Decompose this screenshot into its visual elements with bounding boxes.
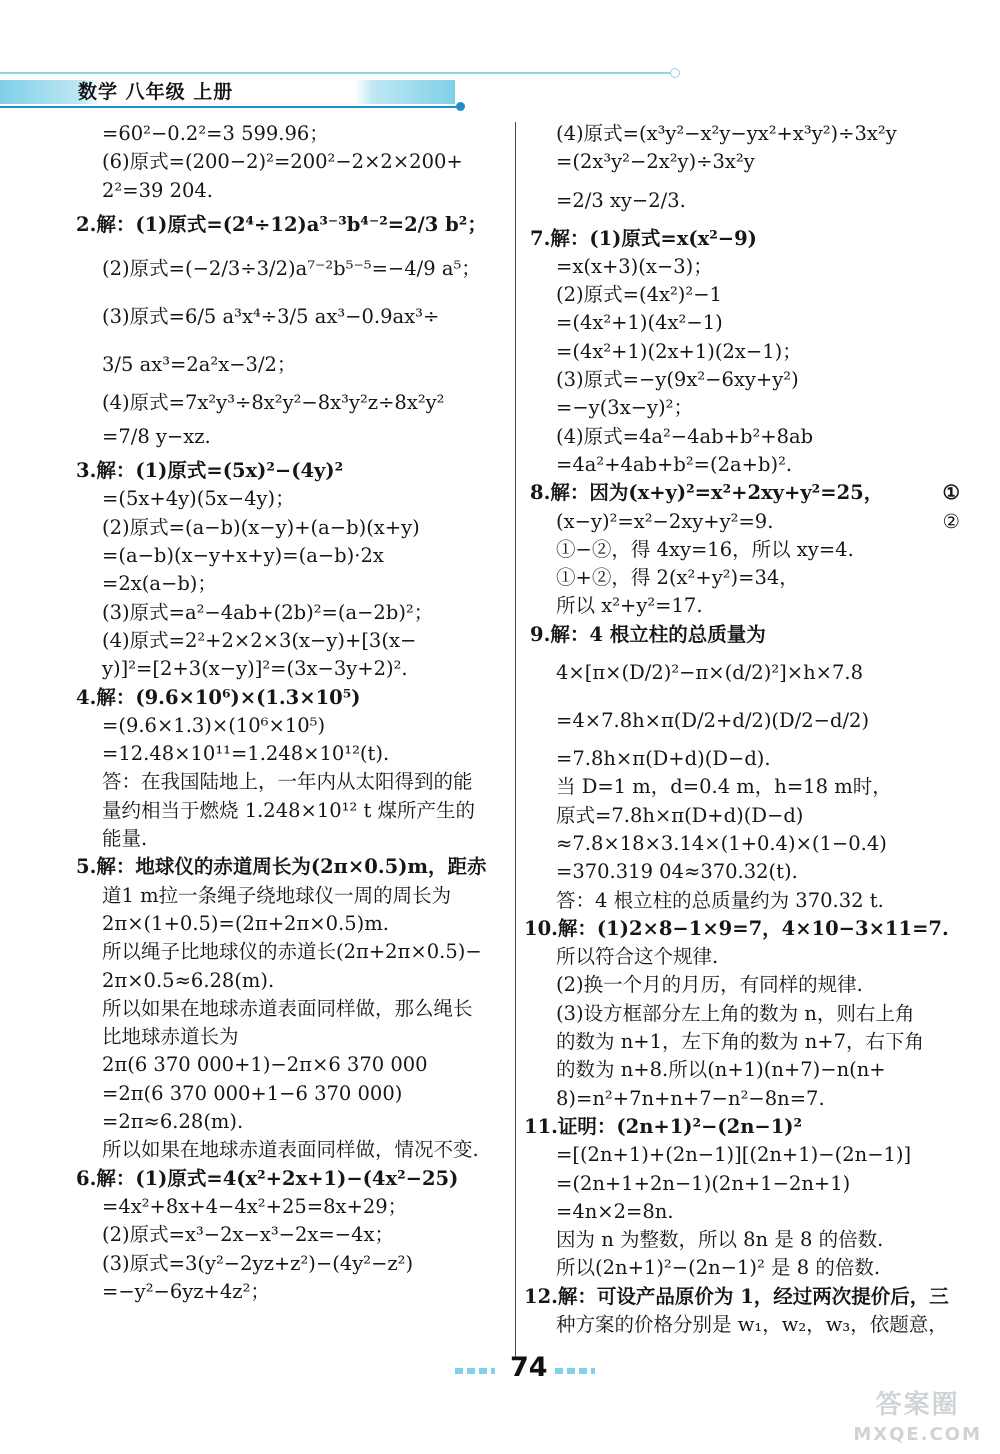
text-line: =60²−0.2²=3 599.96； bbox=[102, 122, 329, 145]
header-top-rule-end-dot bbox=[670, 68, 680, 78]
text-line: =4×7.8h×π(D/2+d/2)(D/2−d/2) bbox=[556, 709, 870, 733]
text-line: 原式=7.8h×π(D+d)(D−d) bbox=[556, 803, 804, 827]
text-line: =4x²+8x+4−4x²+25=8x+29； bbox=[102, 1194, 408, 1218]
page-number-ornament-left bbox=[455, 1368, 495, 1374]
text-line: =7/8 y−xz. bbox=[102, 425, 211, 449]
header-bottom-rule bbox=[0, 106, 458, 108]
text-line: (4)原式=(x³y²−x²y−yx²+x³y²)÷3x²y bbox=[556, 122, 897, 145]
text-line: 3/5 ax³=2a²x−3/2； bbox=[102, 352, 297, 376]
answer-4-heading: 4.解：(9.6×10⁶)×(1.3×10⁵) bbox=[76, 685, 361, 709]
text-line: (2)换一个月的月历，有同样的规律. bbox=[556, 973, 863, 997]
answer-11-heading: 11.证明：(2n+1)²−(2n−1)² bbox=[524, 1114, 803, 1138]
text-line: 2²=39 204. bbox=[102, 178, 213, 202]
text-line: =4a²+4ab+b²=(2a+b)². bbox=[556, 452, 793, 476]
text-line: =4n×2=8n. bbox=[556, 1199, 674, 1223]
equation-marker-2: ② bbox=[942, 509, 960, 533]
text-line: =(4x²+1)(2x+1)(2x−1)； bbox=[556, 339, 802, 363]
text-line: (2)原式=(4x²)²−1 bbox=[556, 283, 722, 307]
left-column bbox=[76, 120, 512, 1306]
text-line: 所以如果在地球赤道表面同样做，情况不变. bbox=[102, 1138, 479, 1162]
text-line: 答：在我国陆地上，一年内从太阳得到的能 bbox=[102, 770, 473, 794]
text-line: 种方案的价格分别是 w₁，w₂，w₃，依题意， bbox=[556, 1312, 948, 1336]
text-line: =−y²−6yz+4z²； bbox=[102, 1279, 270, 1303]
answer-8-eq2: (x−y)²=x²−2xy+y²=9. bbox=[556, 509, 774, 533]
text-line: (2)原式=(a−b)(x−y)+(a−b)(x+y) bbox=[102, 515, 420, 539]
text-line: =2x(a−b)； bbox=[102, 572, 217, 596]
text-line: (3)原式=6/5 a³x⁴÷3/5 ax³−0.9ax³÷ bbox=[102, 304, 440, 328]
text-line: (3)设方框部分左上角的数为 n，则右上角 bbox=[556, 1001, 915, 1025]
text-line: 当 D=1 m，d=0.4 m，h=18 m时， bbox=[556, 775, 892, 799]
answer-8-text: 8.解：因为(x+y)²=x²+2xy+y²=25， bbox=[530, 481, 884, 505]
text-line: 量约相当于燃烧 1.248×10¹² t 煤所产生的 bbox=[102, 798, 476, 822]
text-line: =(4x²+1)(4x²−1) bbox=[556, 311, 723, 335]
text-line: 能量. bbox=[102, 827, 148, 851]
text-line: =x(x+3)(x−3)； bbox=[556, 254, 713, 278]
text-line: 所以如果在地球赤道表面同样做，那么绳长 bbox=[102, 996, 473, 1020]
text-line: =(2x³y²−2x²y)÷3x²y bbox=[556, 150, 755, 174]
text-line: 的数为 n+8.所以(n+1)(n+7)−n(n+ bbox=[556, 1058, 886, 1082]
equation-marker-1: ① bbox=[942, 481, 960, 505]
text-line: =7.8h×π(D+d)(D−d). bbox=[556, 747, 771, 771]
text-line: (2)原式=x³−2x−x³−2x=−4x； bbox=[102, 1223, 394, 1247]
text-line: =(a−b)(x−y+x+y)=(a−b)·2x bbox=[102, 544, 384, 568]
answer-6-heading: 6.解：(1)原式=4(x²+2x+1)−(4x²−25) bbox=[76, 1166, 459, 1190]
text-line: (4)原式=4a²−4ab+b²+8ab bbox=[556, 424, 814, 448]
text-line: (3)原式=3(y²−2yz+z²)−(4y²−z²) bbox=[102, 1251, 414, 1275]
text-line: ≈7.8×18×3.14×(1+0.4)×(1−0.4) bbox=[556, 831, 887, 855]
text-line: (3)原式=−y(9x²−6xy+y²) bbox=[556, 368, 799, 392]
text-line: 所以 x²+y²=17. bbox=[556, 594, 703, 618]
text-line: 答：4 根立柱的总质量约为 370.32 t. bbox=[556, 888, 884, 912]
text-line: 4×[π×(D/2)²−π×(d/2)²]×h×7.8 bbox=[556, 661, 863, 685]
answer-5-heading: 5.解：地球仪的赤道周长为(2π×0.5)m，距赤 bbox=[76, 855, 487, 879]
text-line bbox=[534, 508, 974, 536]
text-line: =2/3 xy−2/3. bbox=[556, 188, 686, 212]
text-line: 因为 n 为整数，所以 8n 是 8 的倍数. bbox=[556, 1228, 884, 1252]
page-number: 74 bbox=[510, 1352, 548, 1383]
text-line: (6)原式=(200−2)²=200²−2×2×200+ bbox=[102, 150, 463, 174]
watermark bbox=[853, 1390, 982, 1450]
text-line: 的数为 n+1，左下角的数为 n+7，右下角 bbox=[556, 1030, 925, 1054]
answer-10-heading: 10.解：(1)2×8−1×9=7，4×10−3×11=7. bbox=[524, 916, 949, 940]
text-line: =(2n+1+2n−1)(2n+1−2n+1) bbox=[556, 1171, 851, 1195]
text-line: (4)原式=2²+2×2×3(x−y)+[3(x− bbox=[102, 628, 417, 652]
answer-9-heading: 9.解：4 根立柱的总质量为 bbox=[530, 622, 766, 646]
text-line: =2π≈6.28(m). bbox=[102, 1110, 244, 1134]
text-line: =(9.6×1.3)×(10⁶×10⁵) bbox=[102, 713, 326, 737]
text-line: y)]²=[2+3(x−y)]²=(3x−3y+2)². bbox=[102, 657, 408, 681]
watermark-line2: MXQE.COM bbox=[853, 1424, 982, 1445]
page-header bbox=[0, 0, 1000, 120]
text-line: 所以(2n+1)²−(2n−1)² 是 8 的倍数. bbox=[556, 1256, 881, 1280]
page-number-ornament-right bbox=[555, 1368, 595, 1374]
text-line: =12.48×10¹¹=1.248×10¹²(t). bbox=[102, 742, 390, 766]
answer-3-heading: 3.解：(1)原式=(5x)²−(4y)² bbox=[76, 459, 344, 483]
text-line: 所以绳子比地球仪的赤道长(2π+2π×0.5)− bbox=[102, 940, 482, 964]
text-line: =[(2n+1)+(2n−1)][(2n+1)−(2n−1)] bbox=[556, 1143, 912, 1167]
text-line: 2π×0.5≈6.28(m). bbox=[102, 968, 275, 992]
text-line: (3)原式=a²−4ab+(2b)²=(a−2b)²； bbox=[102, 600, 434, 624]
text-line: =(5x+4y)(5x−4y)； bbox=[102, 487, 295, 511]
text-line: ①+②，得 2(x²+y²)=34， bbox=[556, 566, 799, 590]
text-line: 比地球赤道长为 bbox=[102, 1025, 239, 1049]
text-line: 2π(6 370 000+1)−2π×6 370 000 bbox=[102, 1053, 428, 1077]
watermark-line1: 答案圈 bbox=[875, 1390, 960, 1420]
text-line: 2π×(1+0.5)=(2π+2π×0.5)m. bbox=[102, 911, 389, 935]
text-line: (4)原式=7x²y³÷8x²y²−8x³y²z÷8x²y² bbox=[102, 390, 445, 414]
text-line: =−y(3x−y)²； bbox=[556, 396, 693, 420]
text-line: =370.319 04≈370.32(t). bbox=[556, 860, 798, 884]
header-title: 数学 八年级 上册 bbox=[78, 81, 234, 103]
text-line: 道1 m拉一条绳子绕地球仪一周的周长为 bbox=[102, 883, 452, 907]
text-line: ①−②，得 4xy=16，所以 xy=4. bbox=[556, 537, 854, 561]
column-divider bbox=[515, 122, 516, 1360]
answer-8-heading bbox=[530, 479, 974, 507]
text-line: =2π(6 370 000+1−6 370 000) bbox=[102, 1081, 403, 1105]
header-bottom-rule-end-dot bbox=[456, 102, 465, 111]
right-column bbox=[524, 120, 974, 1339]
text-line: 8)=n²+7n+n+7−n²−8n=7. bbox=[556, 1086, 825, 1110]
answer-12-heading: 12.解：可设产品原价为 1，经过两次提价后，三 bbox=[524, 1284, 949, 1308]
header-top-rule bbox=[0, 72, 672, 74]
answer-7-heading: 7.解：(1)原式=x(x²−9) bbox=[530, 226, 757, 250]
answer-2-heading: 2.解：(1)原式=(2⁴÷12)a³⁻³b⁴⁻²=2/3 b²； bbox=[76, 212, 487, 236]
text-line: 所以符合这个规律. bbox=[556, 945, 719, 969]
text-line: (2)原式=(−2/3÷3/2)a⁷⁻²b⁵⁻⁵=−4/9 a⁵； bbox=[102, 256, 481, 280]
